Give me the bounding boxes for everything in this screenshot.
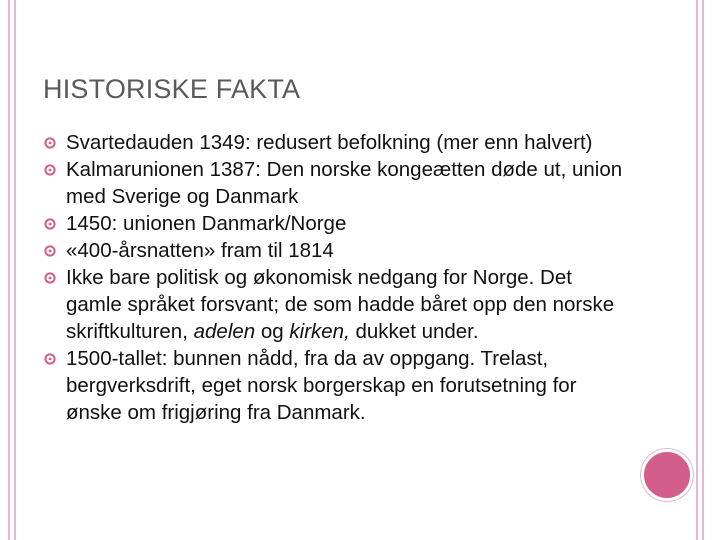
- ring-bullet-icon: [43, 217, 57, 231]
- right-border-line-inner: [696, 0, 698, 540]
- bullet-text: og: [260, 320, 284, 343]
- bullet-text: Svartedauden 1349: redusert befolkning (mer enn halvert): [66, 131, 593, 154]
- bullet-text: 1450: unionen Danmark/Norge: [66, 212, 347, 235]
- bullet-item: [43, 210, 633, 237]
- bullet-emphasis-kirken: kirken,: [289, 320, 350, 343]
- bullet-item: [43, 156, 633, 210]
- left-border-line-outer: [8, 0, 10, 540]
- right-border-line-outer: [702, 0, 704, 540]
- ring-bullet-icon: [43, 271, 57, 285]
- bullet-item: [43, 345, 633, 426]
- bullet-item: [43, 129, 633, 156]
- bullet-emphasis-adelen: adelen: [193, 320, 256, 343]
- bullet-list: [43, 129, 633, 426]
- bullet-text: Kalmarunionen 1387: Den norske kongeætten døde ut, union med Sverige og Danmark: [66, 158, 623, 208]
- bullet-item: [43, 264, 633, 345]
- ring-bullet-icon: [43, 352, 57, 366]
- bullet-text: «400-årsnatten» fram til 1814: [66, 239, 334, 262]
- left-border-line-inner: [14, 0, 16, 540]
- slide-title: HISTORISKE FAKTA: [43, 74, 301, 104]
- ring-bullet-icon: [43, 244, 57, 258]
- ring-bullet-icon: [43, 136, 57, 150]
- decorative-circle: [641, 449, 693, 501]
- bullet-item: [43, 237, 633, 264]
- bullet-text: dukket under.: [355, 320, 479, 343]
- ring-bullet-icon: [43, 163, 57, 177]
- bullet-text: Ikke bare politisk og økonomisk nedgang for Norge. Det gamle språket forsvant; de som hadde båret opp den norske skriftkulturen,: [66, 266, 615, 343]
- bullet-text: 1500-tallet: bunnen nådd, fra da av oppgang. Trelast, bergverksdrift, eget norsk borgerskap en forutsetning for ønske om frigjøring fra Danmark.: [66, 347, 577, 424]
